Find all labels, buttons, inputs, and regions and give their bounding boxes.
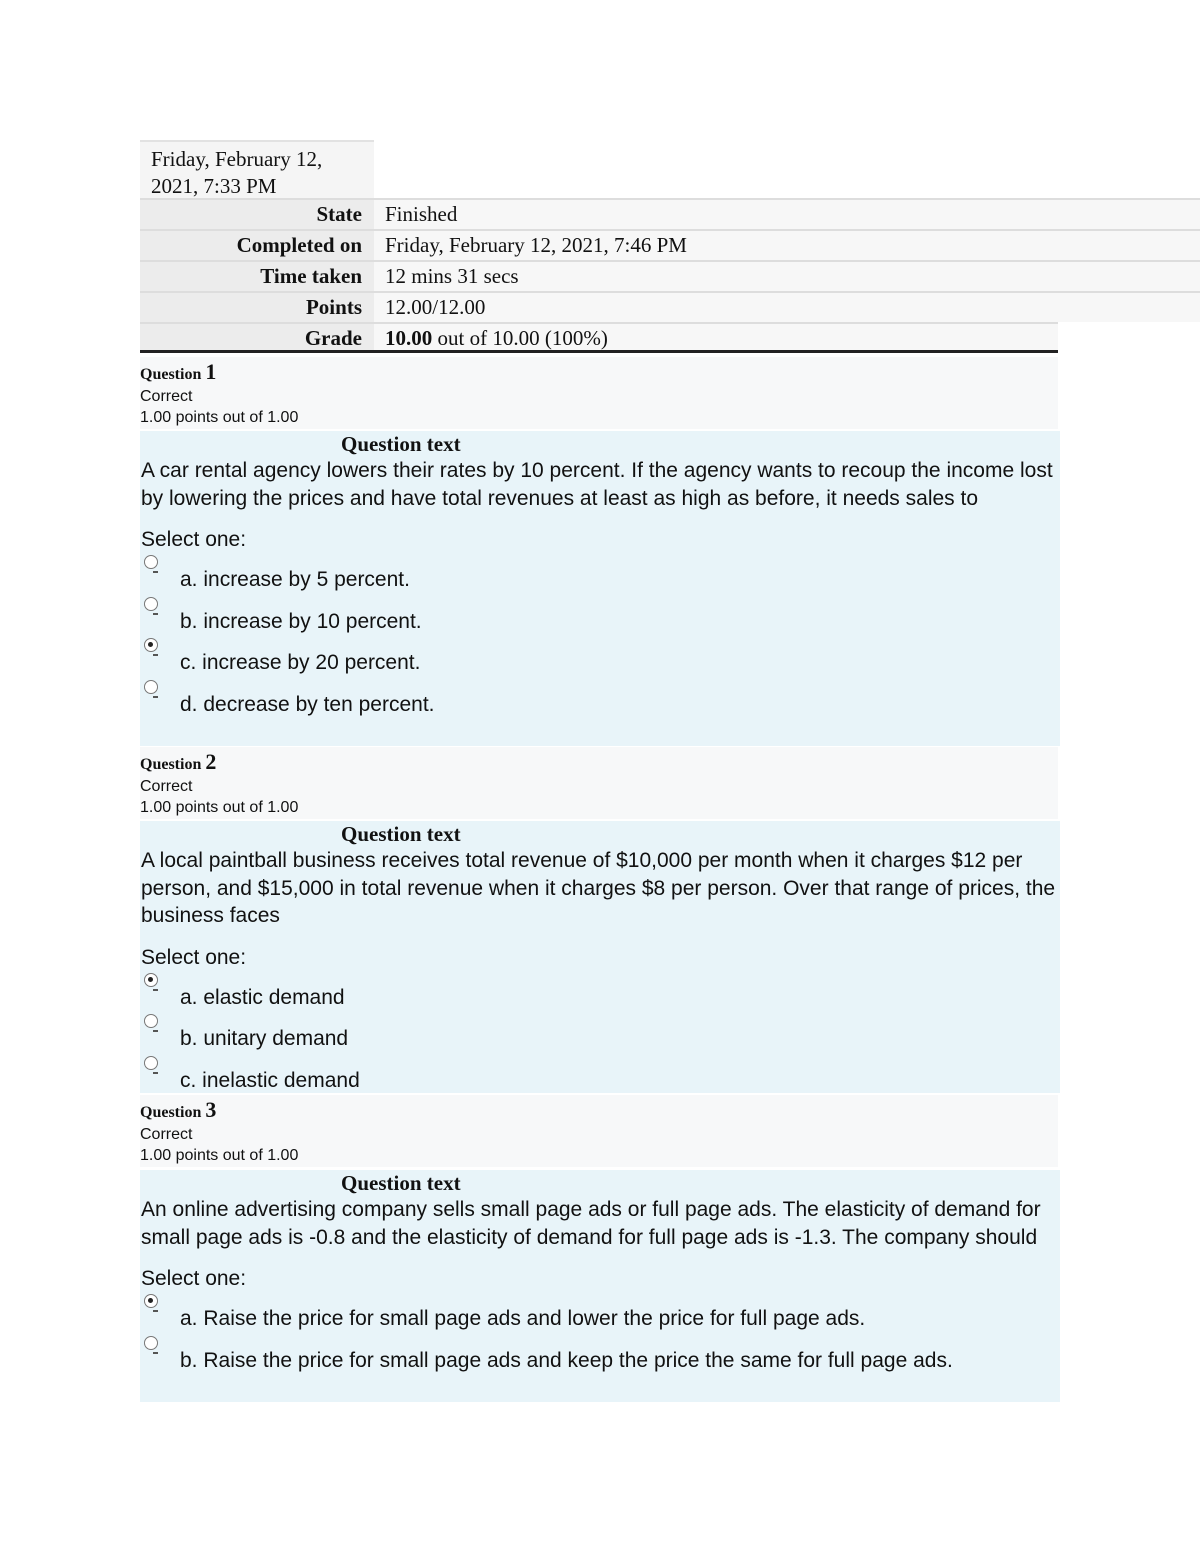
question-points: 1.00 points out of 1.00 [140, 1147, 299, 1164]
radio-button[interactable] [144, 555, 158, 569]
answer-label[interactable]: b. Raise the price for small page ads and keep the price the same for full page ads. [180, 1348, 953, 1372]
answer-option[interactable] [140, 1012, 1060, 1054]
radio-button[interactable] [144, 1056, 158, 1070]
question-text-heading: Question text [341, 822, 461, 846]
question-1-content [140, 431, 1060, 746]
radio-tick [153, 989, 158, 991]
question-points: 1.00 points out of 1.00 [140, 409, 299, 426]
summary-label: Points [140, 293, 374, 322]
question-text: A car rental agency lowers their rates by 10 percent. If the agency wants to recoup the income lost by lowering the prices and have total revenues at least as high as before, it needs sales to [141, 459, 1053, 510]
question-prefix: Question [140, 366, 206, 383]
question-text-heading: Question text [341, 432, 461, 456]
radio-button[interactable] [144, 1014, 158, 1028]
question-number-value: 2 [205, 749, 217, 774]
answer-option[interactable] [140, 636, 1060, 678]
answer-label[interactable]: b. increase by 10 percent. [180, 609, 422, 633]
question-state: Correct [140, 388, 193, 405]
answer-option[interactable] [140, 1292, 1060, 1334]
radio-tick [153, 1352, 158, 1354]
question-text: A local paintball business receives total revenue of $10,000 per month when it charges $12 per person, and $15,000 in total revenue when it charges $8 per person. Over that range of prices, the business faces [141, 849, 1056, 927]
summary-value: Friday, February 12, 2021, 7:46 PM [374, 231, 1200, 260]
select-one-prompt: Select one: [141, 528, 247, 551]
radio-button-selected[interactable] [144, 1294, 158, 1308]
question-1-info [140, 357, 1058, 429]
radio-button[interactable] [144, 680, 158, 694]
question-prefix: Question [140, 756, 206, 773]
started-on-date: Friday, February 12, 2021, 7:33 PM [140, 140, 374, 198]
question-number [140, 1095, 1058, 1124]
question-number-value: 1 [205, 359, 217, 384]
radio-button[interactable] [144, 597, 158, 611]
select-one-prompt: Select one: [141, 1267, 247, 1290]
radio-tick [153, 613, 158, 615]
select-one-prompt: Select one: [141, 945, 247, 969]
question-text: An online advertising company sells small page ads or full page ads. The elasticity of demand for small page ads is -0.8 and the elasticity of demand for full page ads is -1.3. The company should [141, 1198, 1041, 1249]
answer-option[interactable] [140, 1334, 1060, 1376]
summary-label: Completed on [140, 231, 374, 260]
answer-label[interactable]: a. Raise the price for small page ads and lower the price for full page ads. [180, 1307, 866, 1330]
radio-tick [153, 1310, 158, 1312]
radio-button[interactable] [144, 1336, 158, 1350]
answer-label[interactable]: b. unitary demand [180, 1027, 349, 1050]
question-prefix: Question [140, 1104, 206, 1121]
answer-label[interactable]: d. decrease by ten percent. [180, 692, 435, 716]
grade-value [374, 324, 1058, 350]
question-points: 1.00 points out of 1.00 [140, 799, 299, 816]
answer-option[interactable] [140, 1054, 1060, 1096]
summary-label: State [140, 200, 374, 229]
radio-tick [153, 571, 158, 573]
radio-tick [153, 1072, 158, 1074]
grade-out-of: out of 10.00 (100%) [432, 326, 608, 350]
answer-label[interactable]: c. inelastic demand [180, 1068, 360, 1092]
summary-row-state [140, 198, 1200, 229]
summary-row-grade [140, 322, 1058, 353]
question-state: Correct [140, 1126, 193, 1143]
summary-label: Time taken [140, 262, 374, 291]
summary-value: 12 mins 31 secs [374, 262, 1200, 291]
question-3-content [140, 1170, 1060, 1402]
question-number-value: 3 [205, 1097, 217, 1122]
question-3-info [140, 1095, 1058, 1167]
radio-tick [153, 654, 158, 656]
radio-tick [153, 1030, 158, 1032]
question-number [140, 357, 1058, 386]
question-state: Correct [140, 778, 193, 795]
question-2-info [140, 747, 1058, 819]
answer-option[interactable] [140, 678, 1060, 720]
answer-option[interactable] [140, 553, 1060, 595]
grade-score: 10.00 [385, 326, 433, 350]
summary-value: Finished [374, 200, 1200, 229]
answer-option[interactable] [140, 595, 1060, 637]
attempt-summary-table [140, 140, 1200, 353]
radio-tick [153, 696, 158, 698]
summary-label: Grade [140, 324, 374, 350]
answer-option[interactable] [140, 971, 1060, 1013]
question-text-heading: Question text [341, 1171, 461, 1195]
summary-value: 12.00/12.00 [374, 293, 1200, 322]
summary-row-completed-on [140, 229, 1200, 260]
answer-label[interactable]: a. increase by 5 percent. [180, 568, 410, 591]
summary-row-time-taken [140, 260, 1200, 291]
radio-button-selected[interactable] [144, 973, 158, 987]
summary-row-points [140, 291, 1200, 322]
question-number [140, 747, 1058, 776]
answer-label[interactable]: c. increase by 20 percent. [180, 651, 421, 674]
question-2-content [140, 821, 1060, 1093]
answer-label[interactable]: a. elastic demand [180, 985, 345, 1009]
radio-button-selected[interactable] [144, 638, 158, 652]
